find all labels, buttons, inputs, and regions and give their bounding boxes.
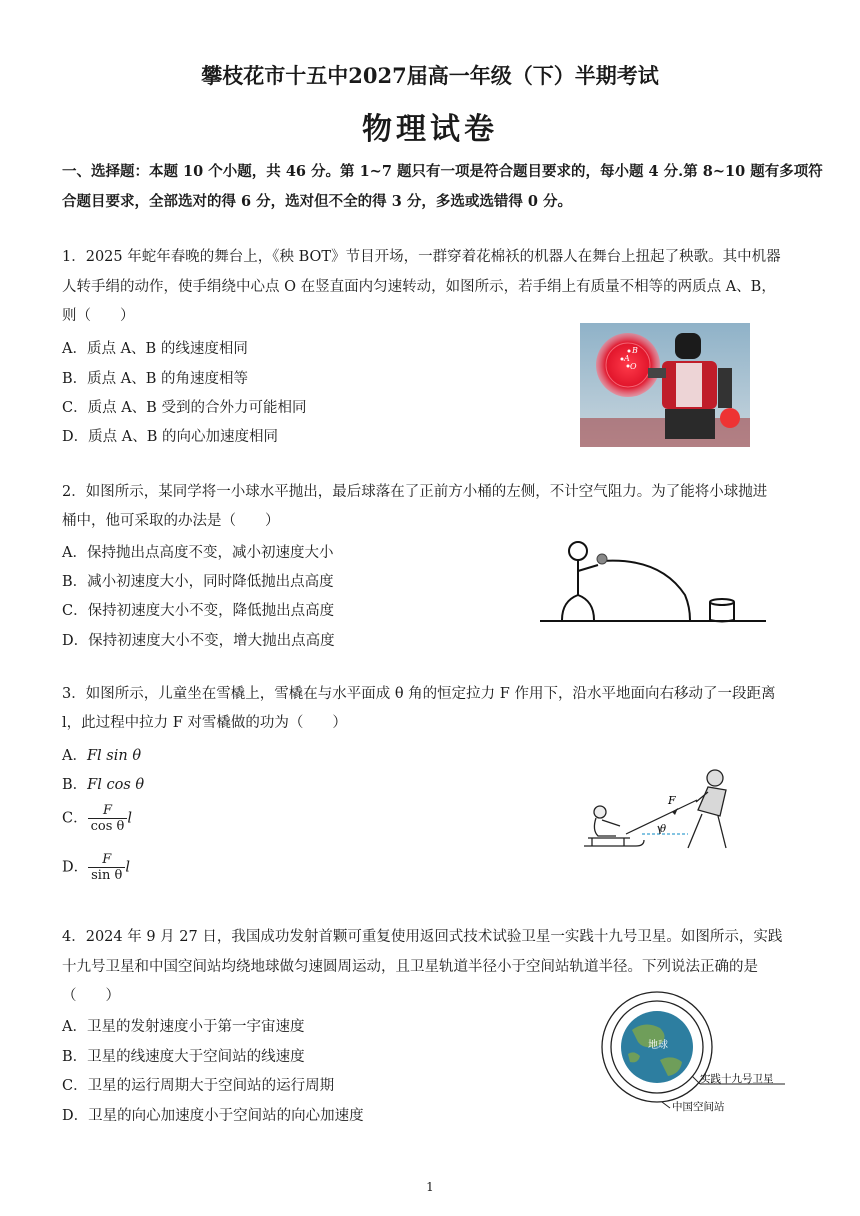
q4-option-d[interactable]: D．卫星的向心加速度小于空间站的向心加速度 [62,1108,364,1124]
q2-option-d[interactable]: D．保持初速度大小不变，增大抛出点高度 [62,633,335,649]
q2-stem-line2: 桶中，他可采取的办法是（ ） [62,513,280,529]
q1-option-c[interactable]: C．质点 A、B 受到的合外力可能相同 [62,400,307,416]
page-number: 1 [426,1180,434,1194]
q1-option-b[interactable]: B．质点 A、B 的角速度相等 [62,371,248,387]
q3-option-d-tail: l [125,859,130,876]
q3-option-a[interactable] [62,744,141,765]
q3-option-d-fraction [88,852,125,883]
q4-stem-line3: （ ） [62,988,120,1004]
q3-sled-figure [580,760,740,855]
q3-option-c-tail: l [127,810,132,827]
q3-option-d-label: D． [62,859,89,876]
q3-option-c-num: F [88,803,128,819]
q4-option-c[interactable]: C．卫星的运行周期大于空间站的运行周期 [62,1078,335,1094]
q2-option-b[interactable]: B．减小初速度大小，同时降低抛出点高度 [62,574,334,590]
q3-option-c[interactable] [62,803,132,834]
q1-label-a: A [624,354,630,363]
q3-option-b-expr: Fl cos θ [87,777,145,793]
earth-label: 地球 [648,1040,668,1051]
q1-robot-figure [580,323,750,447]
q1-stem-line1: 1．2025 年蛇年春晚的舞台上，《秧 BOT》节目开场，一群穿着花棉袄的机器人在舞台上扭起了秧歌。其中机器 [62,249,781,265]
q3-label-f: F [668,794,676,807]
q2-stem-line1: 2．如图所示，某同学将一小球水平抛出，最后球落在了正前方小桶的左侧，不计空气阻力。为了能将小球抛进 [62,484,768,500]
q4-orbit-figure [600,990,800,1115]
q3-option-b[interactable] [62,773,144,794]
q1-option-a[interactable]: A．质点 A、B 的线速度相同 [62,341,248,357]
space-station-label: 中国空间站 [672,1101,725,1113]
q3-stem-line1: 3．如图所示，儿童坐在雪橇上，雪橇在与水平面成 θ 角的恒定拉力 F 作用下，沿水平地面向右移动了一段距离 [62,686,776,702]
q3-option-b-label: B． [62,777,88,793]
q2-option-c[interactable]: C．保持初速度大小不变，降低抛出点高度 [62,603,335,619]
q4-option-a[interactable]: A．卫星的发射速度小于第一宇宙速度 [62,1019,305,1035]
q1-option-d[interactable]: D．质点 A、B 的向心加速度相同 [62,429,278,445]
section-instructions-line2: 合题目要求，全部选对的得 6 分，选对但不全的得 3 分，多选或选错得 0 分。 [62,193,573,210]
q1-stem-line3: 则（ ） [62,308,135,324]
q3-label-theta: θ [660,824,667,835]
q1-label-o: O [630,362,637,371]
satellite-label: 实践十九号卫星 [700,1073,774,1085]
q4-stem-line2: 十九号卫星和中国空间站均绕地球做匀速圆周运动，且卫星轨道半径小于空间站轨道半径。下列说法正确的是 [62,959,758,975]
q2-option-a[interactable]: A．保持抛出点高度不变，减小初速度大小 [62,545,334,561]
q1-label-b: B [632,346,638,355]
q3-option-d-den: sin θ [91,868,123,883]
subject-title: 物理试卷 [362,112,498,147]
q3-option-d-num: F [88,852,125,868]
q3-option-a-expr: Fl sin θ [86,748,142,764]
q3-option-c-label: C． [62,810,88,827]
q4-option-b[interactable]: B．卫星的线速度大于空间站的线速度 [62,1049,305,1065]
q3-option-c-den: cos θ [90,819,125,834]
q3-option-a-label: A． [62,748,87,764]
q3-option-c-fraction [88,803,128,834]
school-title: 攀枝花市十五中2027届高一年级（下）半期考试 [201,63,659,88]
section-instructions-line1: 一、选择题：本题 10 个小题，共 46 分。第 1~7 题只有一项是符合题目要求的，每小题 4 分.第 8~10 题有多项符 [62,163,823,180]
q2-throw-figure [540,535,772,630]
q4-stem-line1: 4．2024 年 9 月 27 日，我国成功发射首颗可重复使用返回式技术试验卫星一实践十九号卫星。如图所示，实践 [62,929,783,945]
q3-option-d[interactable] [62,852,130,883]
q1-stem-line2: 人转手绢的动作，使手绢绕中心点 O 在竖直面内匀速转动，如图所示，若手绢上有质量不相等的两质点 A、B， [62,279,776,295]
q3-stem-line2: l，此过程中拉力 F 对雪橇做的功为（ ） [62,715,347,731]
